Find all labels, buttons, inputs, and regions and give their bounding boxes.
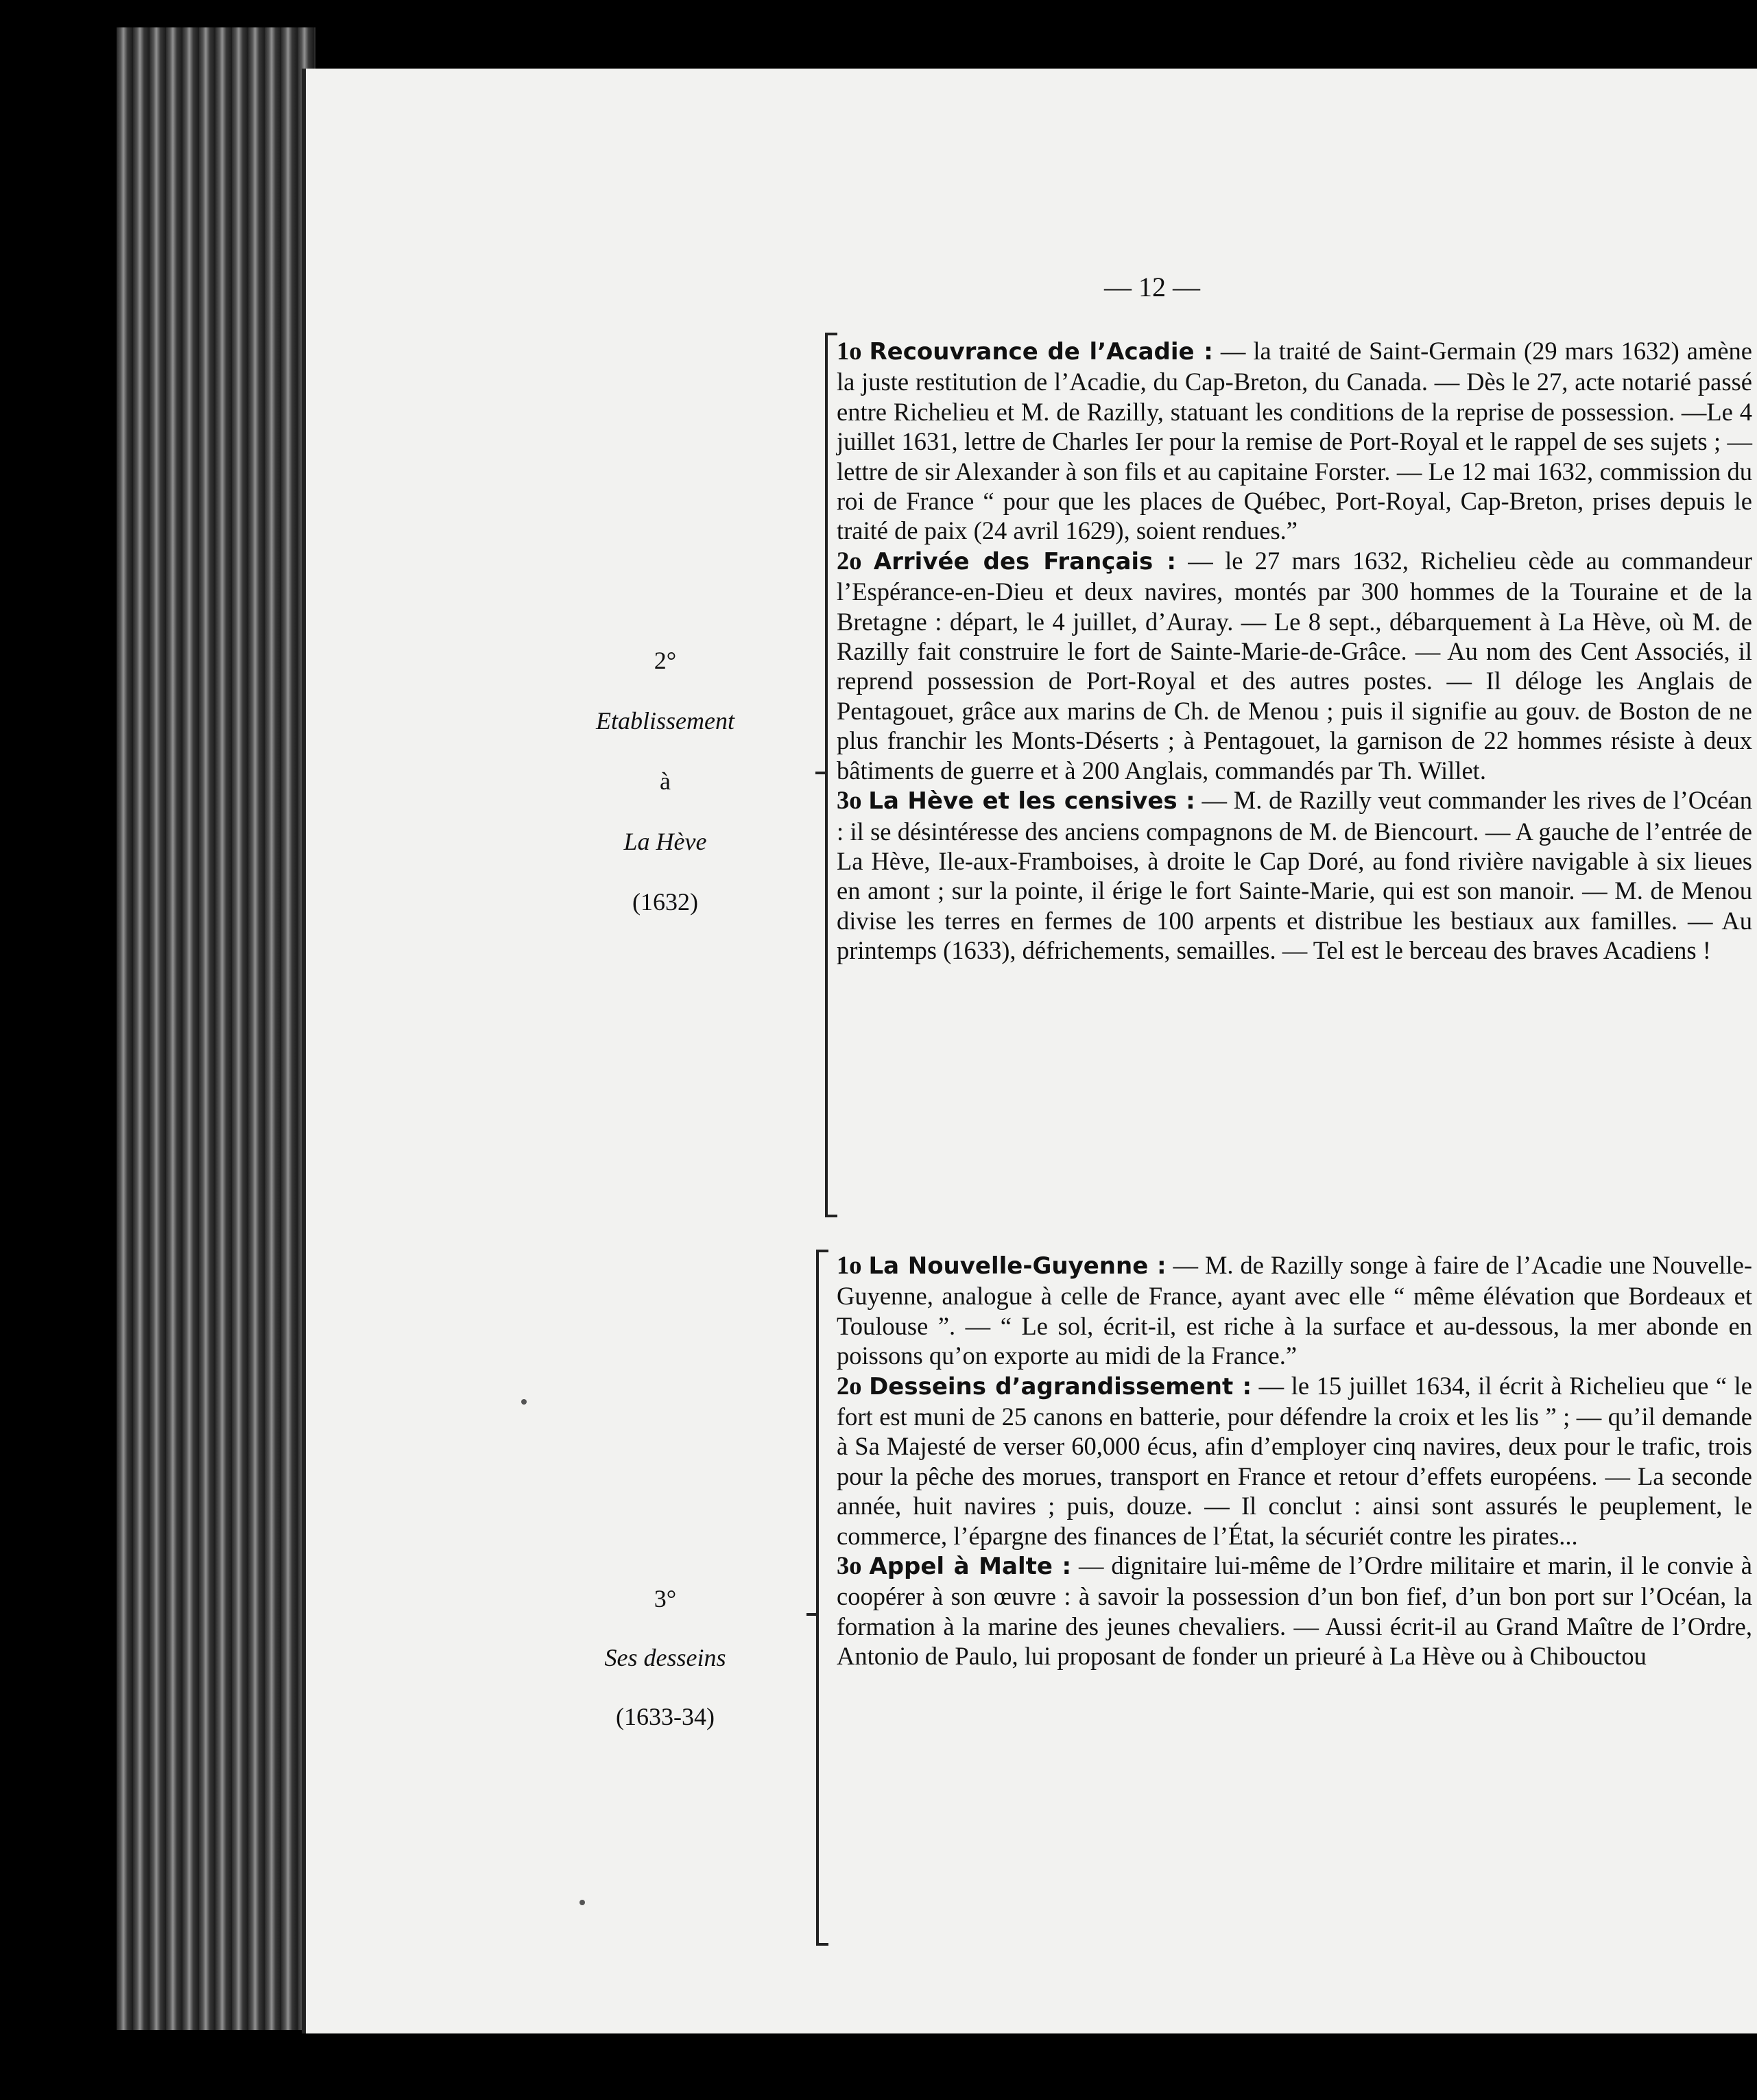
section-establishment bbox=[837, 336, 1752, 966]
speck bbox=[579, 1900, 585, 1905]
page-number: — 12 — bbox=[1104, 272, 1200, 302]
paragraph bbox=[837, 1551, 1752, 1671]
item-heading: La Hève et les censives : bbox=[868, 787, 1195, 815]
margin-number: 3° bbox=[654, 1585, 677, 1612]
item-heading: Recouvrance de l’Acadie : bbox=[869, 338, 1213, 366]
item-text: — la traité de Saint-Germain (29 mars 1632) amène la juste restitution de l’Acadie, du Cap-Breton, du Canada. — Dès le 27, acte notarié passé entre Richelieu et M. de Razilly, statuant les conditions de la reprise de possession. —Le 4 juillet 1631, lettre de Charles Ier pour la remise de Port-Royal et le rappel de ses sujets ; — lettre de sir Alexander à son fils et au capitaine Forster. — Le 12 mai 1632, commission du roi de France “ pour que les places de Québec, Port-Royal, Cap-Breton, prises depuis le traité de paix (24 avril 1629), soient rendues.” bbox=[837, 337, 1753, 545]
speck bbox=[521, 1399, 527, 1405]
paragraph bbox=[837, 336, 1752, 546]
margin-heading-3 bbox=[549, 1586, 782, 1763]
section-brace bbox=[825, 333, 828, 1217]
paragraph bbox=[837, 1371, 1752, 1551]
section-brace bbox=[816, 1250, 819, 1946]
margin-number: 2° bbox=[654, 647, 677, 674]
item-number: 3o bbox=[837, 1551, 862, 1580]
margin-heading-2 bbox=[549, 648, 782, 950]
item-number: 1o bbox=[837, 1251, 862, 1279]
item-heading: Desseins d’agrandissement : bbox=[869, 1372, 1252, 1400]
book-edge bbox=[117, 27, 315, 2030]
paragraph bbox=[837, 546, 1752, 785]
item-number: 2o bbox=[837, 1371, 862, 1400]
margin-line: Etablissement bbox=[596, 707, 734, 735]
paragraph bbox=[837, 785, 1752, 965]
item-number: 2o bbox=[837, 546, 862, 575]
item-number: 3o bbox=[837, 786, 862, 815]
item-text: — le 15 juillet 1634, il écrit à Richelieu que “ le fort est muni de 25 canons en batterie, pour défendre la croix et les lis ” ; — qu’il demande à Sa Majesté de verser 60,000 écus, afin d’employer cinq navires, deux pour le trafic, trois pour la pêche des morues, transport en France et retour d’effets européens. — La seconde année, huit navires ; puis, douze. — Il conclut : ainsi sont assurés le peuplement, le commerce, l’épargne des finances de l’État, la sécuriét contre les pirates... bbox=[837, 1371, 1753, 1550]
item-text: — le 27 mars 1632, Richelieu cède au commandeur l’Espérance-en-Dieu et deux navires, montés par 300 hommes de la Touraine et de la Bretagne : départ, le 4 juillet, d’Auray. — Le 8 sept., débarquement à La Hève, où M. de Razilly fait construire le fort de Sainte-Marie-de-Grâce. — Au nom des Cent Associés, il reprend possession de Port-Royal et des autres postes. — Il déloge les Anglais de Pentagouet, grâce aux marins de Ch. de Menou ; puis il signifie au gouv. de Boston de ne plus franchir les Monts-Déserts ; à Pentagouet, la garnison de 22 hommes résiste à deux bâtiments de guerre et à 200 Anglais, commandés par Th. Willet. bbox=[837, 546, 1752, 785]
margin-line: (1632) bbox=[632, 888, 698, 916]
paragraph bbox=[837, 1250, 1752, 1371]
margin-line: (1633-34) bbox=[616, 1703, 715, 1730]
item-number: 1o bbox=[837, 337, 862, 365]
item-text: — M. de Razilly veut commander les rives de l’Océan : il se désintéresse des anciens compagnons de M. de Biencourt. — A gauche de l’entrée de La Hève, Ile-aux-Framboises, à droite le Cap Doré, au fond rivière navigable à six lieues en amont ; sur la pointe, il érige le fort Sainte-Marie, qui est son manoir. — M. de Menou divise les terres en fermes de 100 arpents et distribue les bestiaux aux familles. — Au printemps (1633), défrichements, semailles. — Tel est le berceau des braves Acadiens ! bbox=[837, 786, 1752, 965]
margin-line: Ses desseins bbox=[604, 1644, 726, 1671]
margin-line: La Hève bbox=[623, 828, 707, 855]
section-designs bbox=[837, 1250, 1752, 1671]
item-heading: Arrivée des Français : bbox=[873, 547, 1176, 575]
margin-line: à bbox=[660, 767, 671, 795]
item-text: — dignitaire lui-même de l’Ordre militaire et marin, il le convie à coopérer à son œuvre : à savoir la possession d’un bon fief, d’un bon port sur l’Océan, la formation à la marine des jeunes chevaliers. — Aussi écrit-il au Grand Maître de l’Ordre, Antonio de Paulo, lui proposant de fonder un prieuré à La Hève ou à Chibouctou bbox=[837, 1551, 1753, 1671]
item-heading: Appel à Malte : bbox=[869, 1553, 1072, 1581]
item-heading: La Nouvelle-Guyenne : bbox=[868, 1252, 1167, 1280]
item-text: — M. de Razilly songe à faire de l’Acadie une Nouvelle-Guyenne, analogue à celle de France, ayant avec elle “ même élévation que Bordeaux et Toulouse ”. — “ Le sol, écrit-il, est riche à la surface et au-dessous, la mer abonde en poissons qu’on exporte au midi de la France.” bbox=[837, 1251, 1753, 1370]
